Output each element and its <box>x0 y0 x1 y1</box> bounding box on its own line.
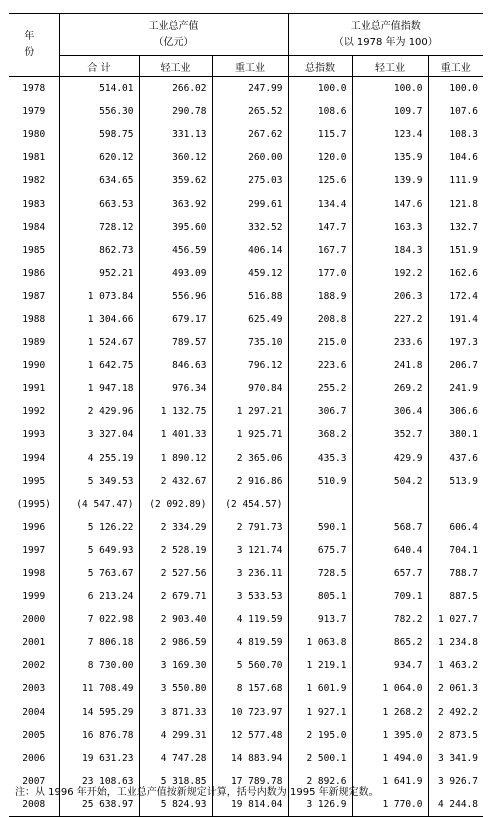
heavy-index-cell: 104.6 <box>449 152 478 164</box>
light-index-cell: 206.3 <box>352 285 428 308</box>
heavy-index-cell: 1 027.7 <box>437 614 478 626</box>
heavy-index-cell: 2 492.2 <box>437 706 478 718</box>
heavy-index-cell: 241.9 <box>449 383 478 395</box>
heavy-output-cell: 3 236.11 <box>212 562 288 585</box>
table-row <box>9 654 483 677</box>
total-index-cell: 167.7 <box>288 239 352 262</box>
table-row <box>9 169 483 192</box>
industrial-output-table <box>9 13 483 817</box>
heavy-index-cell: 1 234.8 <box>437 637 478 649</box>
total-index-cell: 100.0 <box>288 77 352 101</box>
total-index-cell: 306.7 <box>288 400 352 423</box>
total-output-cell: 598.75 <box>59 123 139 146</box>
heavy-output-cell: 8 157.68 <box>212 677 288 700</box>
table-row <box>9 192 483 215</box>
table-row <box>9 239 483 262</box>
table-row <box>9 677 483 700</box>
total-index-cell: 1 927.1 <box>288 701 352 724</box>
total-index-cell: 368.2 <box>288 423 352 446</box>
light-output-cell: 363.92 <box>139 192 212 215</box>
table-row <box>9 631 483 654</box>
heavy-output-cell: 12 577.48 <box>212 724 288 747</box>
heavy-output-cell: 1 297.21 <box>212 400 288 423</box>
year-cell: 1978 <box>9 77 59 101</box>
heavy-index-cell: 206.7 <box>449 360 478 372</box>
light-output-cell: 1 132.75 <box>139 400 212 423</box>
light-index-cell: 227.2 <box>352 308 428 331</box>
heavy-output-cell: 459.12 <box>212 262 288 285</box>
col-header-index-heavy: 重工业 <box>428 56 483 77</box>
year-cell: 2000 <box>9 608 59 631</box>
total-index-cell: 805.1 <box>288 585 352 608</box>
heavy-index-cell: 121.8 <box>449 198 478 210</box>
total-index-cell: 913.7 <box>288 608 352 631</box>
col-header-heavy: 重工业 <box>212 56 288 77</box>
year-cell: 1989 <box>9 331 59 354</box>
col-header-index-light: 轻工业 <box>352 56 428 77</box>
total-index-cell: 108.6 <box>288 100 352 123</box>
year-cell: 1981 <box>9 146 59 169</box>
total-index-cell: 120.0 <box>288 146 352 169</box>
heavy-output-cell: 3 533.53 <box>212 585 288 608</box>
col-header-light: 轻工业 <box>139 56 212 77</box>
year-cell: 1991 <box>9 377 59 400</box>
total-output-cell: 23 108.63 <box>59 770 139 793</box>
heavy-output-cell: 2 791.73 <box>212 516 288 539</box>
light-index-cell: 1 770.0 <box>352 793 428 817</box>
heavy-index-cell <box>428 493 483 516</box>
table-row <box>9 285 483 308</box>
light-output-cell: 1 401.33 <box>139 423 212 446</box>
total-index-cell: 2 500.1 <box>288 747 352 770</box>
light-output-cell: 2 903.40 <box>139 608 212 631</box>
year-cell: 1984 <box>9 216 59 239</box>
year-cell: 1992 <box>9 400 59 423</box>
table-row <box>9 308 483 331</box>
total-index-cell: 1 219.1 <box>288 654 352 677</box>
total-output-cell: 2 429.96 <box>59 400 139 423</box>
heavy-output-cell: 2 365.06 <box>212 447 288 470</box>
table-row <box>9 539 483 562</box>
heavy-index-cell: 704.1 <box>449 544 478 556</box>
year-cell: 1996 <box>9 516 59 539</box>
total-index-cell: 435.3 <box>288 447 352 470</box>
heavy-index-cell: 3 341.9 <box>437 752 478 764</box>
heavy-index-cell: 3 926.7 <box>437 775 478 787</box>
total-output-cell: 3 327.04 <box>59 423 139 446</box>
year-cell: 1995 <box>9 470 59 493</box>
year-column-header: 年 份 <box>9 14 59 77</box>
table-row <box>9 447 483 470</box>
light-output-cell: 679.17 <box>139 308 212 331</box>
light-output-cell: 846.63 <box>139 354 212 377</box>
total-output-cell: 1 524.67 <box>59 331 139 354</box>
total-output-cell: 620.12 <box>59 146 139 169</box>
heavy-output-cell: 299.61 <box>212 192 288 215</box>
heavy-output-cell: 970.84 <box>212 377 288 400</box>
total-output-cell: 4 255.19 <box>59 447 139 470</box>
heavy-index-cell: 2 873.5 <box>437 729 478 741</box>
heavy-index-cell: 380.1 <box>449 429 478 441</box>
total-index-cell: 1 063.8 <box>288 631 352 654</box>
light-index-cell: 1 641.9 <box>352 770 428 793</box>
heavy-output-cell: 625.49 <box>212 308 288 331</box>
light-output-cell: 2 986.59 <box>139 631 212 654</box>
table-row <box>9 377 483 400</box>
table-row <box>9 724 483 747</box>
total-index-cell: 147.7 <box>288 216 352 239</box>
table-row <box>9 354 483 377</box>
output-group-header <box>59 14 288 56</box>
total-output-cell: 19 631.23 <box>59 747 139 770</box>
heavy-output-cell: 275.03 <box>212 169 288 192</box>
table-row <box>9 701 483 724</box>
heavy-output-cell: 1 925.71 <box>212 423 288 446</box>
total-output-cell: 7 022.98 <box>59 608 139 631</box>
total-index-cell: 125.6 <box>288 169 352 192</box>
total-output-cell: 5 126.22 <box>59 516 139 539</box>
heavy-index-cell: 162.6 <box>449 267 478 279</box>
year-cell: 2006 <box>9 747 59 770</box>
light-output-cell: 2 679.71 <box>139 585 212 608</box>
light-index-cell: 109.7 <box>352 100 428 123</box>
light-output-cell: 5 824.93 <box>139 793 212 817</box>
col-header-total: 合 计 <box>59 56 139 77</box>
light-index-cell: 163.3 <box>352 216 428 239</box>
total-output-cell: 663.53 <box>59 192 139 215</box>
light-index-cell: 504.2 <box>352 470 428 493</box>
light-output-cell: (2 092.89) <box>139 493 212 516</box>
table-row <box>9 146 483 169</box>
light-output-cell: 395.60 <box>139 216 212 239</box>
light-output-cell: 3 169.30 <box>139 654 212 677</box>
table-row <box>9 123 483 146</box>
year-cell: 2005 <box>9 724 59 747</box>
heavy-output-cell: 406.14 <box>212 239 288 262</box>
light-index-cell: 568.7 <box>352 516 428 539</box>
year-cell: 1993 <box>9 423 59 446</box>
light-index-cell: 184.3 <box>352 239 428 262</box>
year-cell: 1982 <box>9 169 59 192</box>
total-index-cell <box>288 493 352 516</box>
light-index-cell: 429.9 <box>352 447 428 470</box>
heavy-index-cell: 437.6 <box>449 452 478 464</box>
table-row <box>9 608 483 631</box>
light-index-cell: 709.1 <box>352 585 428 608</box>
total-output-cell: 7 806.18 <box>59 631 139 654</box>
total-index-cell: 177.0 <box>288 262 352 285</box>
heavy-index-cell: 606.4 <box>449 521 478 533</box>
heavy-index-cell: 2 061.3 <box>437 683 478 695</box>
light-output-cell: 331.13 <box>139 123 212 146</box>
light-index-cell: 139.9 <box>352 169 428 192</box>
heavy-index-cell: 151.9 <box>449 244 478 256</box>
heavy-output-cell: 735.10 <box>212 331 288 354</box>
index-group-title: 工业总产值指数 <box>350 20 421 32</box>
total-index-cell: 223.6 <box>288 354 352 377</box>
heavy-output-cell: 332.52 <box>212 216 288 239</box>
total-output-cell: 862.73 <box>59 239 139 262</box>
heavy-index-cell: 1 463.2 <box>437 660 478 672</box>
heavy-output-cell: 265.52 <box>212 100 288 123</box>
total-output-cell: 1 947.18 <box>59 377 139 400</box>
total-output-cell: 728.12 <box>59 216 139 239</box>
total-index-cell: 188.9 <box>288 285 352 308</box>
total-index-cell: 115.7 <box>288 123 352 146</box>
year-cell: 1986 <box>9 262 59 285</box>
heavy-output-cell: 4 119.59 <box>212 608 288 631</box>
year-cell: 1998 <box>9 562 59 585</box>
year-cell: (1995) <box>9 493 59 516</box>
year-cell: 1983 <box>9 192 59 215</box>
output-group-unit: （亿元） <box>153 36 194 48</box>
heavy-output-cell: 2 916.86 <box>212 470 288 493</box>
total-index-cell: 255.2 <box>288 377 352 400</box>
year-cell: 2003 <box>9 677 59 700</box>
table-row <box>9 423 483 446</box>
heavy-output-cell: 10 723.97 <box>212 701 288 724</box>
heavy-index-cell: 4 244.8 <box>428 793 483 817</box>
light-output-cell: 2 527.56 <box>139 562 212 585</box>
light-output-cell: 2 528.19 <box>139 539 212 562</box>
total-output-cell: 1 642.75 <box>59 354 139 377</box>
light-index-cell: 192.2 <box>352 262 428 285</box>
total-output-cell: 6 213.24 <box>59 585 139 608</box>
table-body <box>9 77 483 817</box>
year-cell: 1990 <box>9 354 59 377</box>
year-cell: 1999 <box>9 585 59 608</box>
year-cell: 1980 <box>9 123 59 146</box>
light-output-cell: 3 871.33 <box>139 701 212 724</box>
light-output-cell: 493.09 <box>139 262 212 285</box>
total-output-cell: 5 763.67 <box>59 562 139 585</box>
table-row <box>9 493 483 516</box>
heavy-index-cell: 191.4 <box>449 313 478 325</box>
total-index-cell: 208.8 <box>288 308 352 331</box>
light-index-cell: 352.7 <box>352 423 428 446</box>
light-output-cell: 266.02 <box>139 77 212 101</box>
table-row <box>9 331 483 354</box>
year-cell: 1988 <box>9 308 59 331</box>
heavy-index-cell: 108.3 <box>449 129 478 141</box>
light-index-cell: 135.9 <box>352 146 428 169</box>
light-index-cell: 640.4 <box>352 539 428 562</box>
year-cell: 1979 <box>9 100 59 123</box>
heavy-output-cell: 796.12 <box>212 354 288 377</box>
table-row <box>9 562 483 585</box>
total-output-cell: (4 547.47) <box>59 493 139 516</box>
heavy-index-cell: 107.6 <box>449 106 478 118</box>
table-row <box>9 470 483 493</box>
total-output-cell: 11 708.49 <box>59 677 139 700</box>
total-index-cell: 2 892.6 <box>288 770 352 793</box>
total-output-cell: 1 073.84 <box>59 285 139 308</box>
total-output-cell: 5 349.53 <box>59 470 139 493</box>
heavy-output-cell: 260.00 <box>212 146 288 169</box>
table-row <box>9 400 483 423</box>
light-index-cell: 100.0 <box>352 77 428 101</box>
year-cell: 1997 <box>9 539 59 562</box>
footnote: 注：从 1996 年开始，工业总产值按新规定计算，括号内数为 1995 年新规定数。 <box>15 787 379 798</box>
total-output-cell: 952.21 <box>59 262 139 285</box>
light-output-cell: 1 890.12 <box>139 447 212 470</box>
heavy-index-cell: 788.7 <box>449 568 478 580</box>
year-cell: 1987 <box>9 285 59 308</box>
total-output-cell: 8 730.00 <box>59 654 139 677</box>
light-index-cell: 782.2 <box>352 608 428 631</box>
heavy-index-cell: 513.9 <box>449 475 478 487</box>
heavy-output-cell: 516.88 <box>212 285 288 308</box>
year-cell: 2002 <box>9 654 59 677</box>
heavy-index-cell: 111.9 <box>449 175 478 187</box>
year-cell: 2001 <box>9 631 59 654</box>
total-index-cell: 675.7 <box>288 539 352 562</box>
heavy-index-cell: 132.7 <box>449 221 478 233</box>
light-index-cell: 865.2 <box>352 631 428 654</box>
heavy-index-cell: 306.6 <box>449 406 478 418</box>
table-row <box>9 262 483 285</box>
light-output-cell: 976.34 <box>139 377 212 400</box>
total-index-cell: 1 601.9 <box>288 677 352 700</box>
heavy-index-cell: 887.5 <box>449 591 478 603</box>
light-index-cell: 1 064.0 <box>352 677 428 700</box>
light-index-cell: 241.8 <box>352 354 428 377</box>
total-output-cell: 25 638.97 <box>59 793 139 817</box>
light-output-cell: 290.78 <box>139 100 212 123</box>
heavy-output-cell: (2 454.57) <box>212 493 288 516</box>
light-index-cell: 147.6 <box>352 192 428 215</box>
total-index-cell: 2 195.0 <box>288 724 352 747</box>
heavy-output-cell: 267.62 <box>212 123 288 146</box>
year-cell: 1985 <box>9 239 59 262</box>
heavy-index-cell: 197.3 <box>449 337 478 349</box>
heavy-index-cell: 172.4 <box>449 290 478 302</box>
table-row <box>9 100 483 123</box>
heavy-output-cell: 4 819.59 <box>212 631 288 654</box>
light-index-cell: 233.6 <box>352 331 428 354</box>
total-output-cell: 5 649.93 <box>59 539 139 562</box>
light-output-cell: 2 432.67 <box>139 470 212 493</box>
light-output-cell: 3 550.80 <box>139 677 212 700</box>
total-index-cell: 134.4 <box>288 192 352 215</box>
heavy-output-cell: 14 883.94 <box>212 747 288 770</box>
table-row <box>9 585 483 608</box>
light-index-cell: 123.4 <box>352 123 428 146</box>
light-output-cell: 5 318.85 <box>139 770 212 793</box>
light-output-cell: 2 334.29 <box>139 516 212 539</box>
year-cell: 2004 <box>9 701 59 724</box>
light-output-cell: 360.12 <box>139 146 212 169</box>
heavy-output-cell: 5 560.70 <box>212 654 288 677</box>
output-group-title: 工业总产值 <box>148 20 199 32</box>
table-row <box>9 216 483 239</box>
light-index-cell: 1 395.0 <box>352 724 428 747</box>
light-index-cell: 934.7 <box>352 654 428 677</box>
light-index-cell: 657.7 <box>352 562 428 585</box>
year-cell: 1994 <box>9 447 59 470</box>
total-output-cell: 16 876.78 <box>59 724 139 747</box>
light-index-cell: 1 494.0 <box>352 747 428 770</box>
light-output-cell: 359.62 <box>139 169 212 192</box>
light-index-cell: 1 268.2 <box>352 701 428 724</box>
light-index-cell: 306.4 <box>352 400 428 423</box>
total-output-cell: 556.30 <box>59 100 139 123</box>
index-group-unit: （以 1978 年为 100） <box>333 36 438 48</box>
heavy-output-cell: 17 789.78 <box>212 770 288 793</box>
heavy-index-cell: 100.0 <box>449 83 478 95</box>
total-index-cell: 728.5 <box>288 562 352 585</box>
table-row <box>9 747 483 770</box>
total-output-cell: 14 595.29 <box>59 701 139 724</box>
light-index-cell <box>352 493 428 516</box>
table-row <box>9 77 483 101</box>
table-row <box>9 516 483 539</box>
year-cell: 2008 <box>9 793 59 817</box>
index-group-header <box>288 14 483 56</box>
total-index-cell: 510.9 <box>288 470 352 493</box>
light-output-cell: 4 747.28 <box>139 747 212 770</box>
total-output-cell: 634.65 <box>59 169 139 192</box>
light-output-cell: 789.57 <box>139 331 212 354</box>
heavy-output-cell: 19 814.04 <box>212 793 288 817</box>
total-index-cell: 590.1 <box>288 516 352 539</box>
light-output-cell: 4 299.31 <box>139 724 212 747</box>
col-header-index-total: 总指数 <box>288 56 352 77</box>
total-index-cell: 3 126.9 <box>288 793 352 817</box>
light-output-cell: 456.59 <box>139 239 212 262</box>
light-output-cell: 556.96 <box>139 285 212 308</box>
total-index-cell: 215.0 <box>288 331 352 354</box>
light-index-cell: 269.2 <box>352 377 428 400</box>
total-output-cell: 514.01 <box>59 77 139 101</box>
year-cell: 2007 <box>9 770 59 793</box>
heavy-output-cell: 247.99 <box>212 77 288 101</box>
heavy-output-cell: 3 121.74 <box>212 539 288 562</box>
total-output-cell: 1 304.66 <box>59 308 139 331</box>
